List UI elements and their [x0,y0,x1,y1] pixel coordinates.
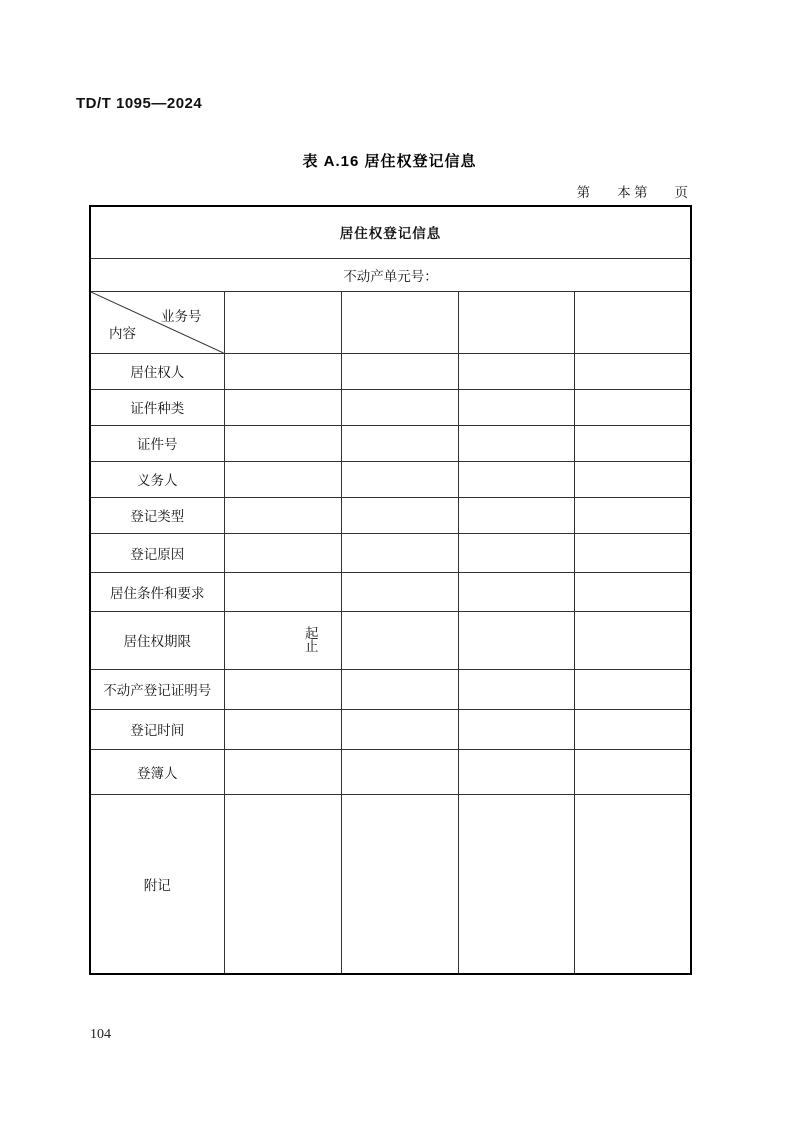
data-cell [574,425,691,461]
data-cell [574,572,691,611]
row-label: 不动产登记证明号 [90,669,224,709]
data-cell [341,425,458,461]
row-label: 登记原因 [90,533,224,572]
form-title: 居住权登记信息 [90,206,691,258]
unit-number-row [90,258,691,291]
data-cell [224,497,341,533]
residence-right-registration-table [89,205,692,975]
table-row [90,749,691,794]
table-row [90,709,691,749]
data-cell [458,425,574,461]
data-cell [224,709,341,749]
table-row-period [90,611,691,669]
data-cell [341,353,458,389]
data-cell [458,749,574,794]
data-cell [574,291,691,353]
data-cell [574,669,691,709]
row-label: 登簿人 [90,749,224,794]
data-cell [574,497,691,533]
data-cell [224,572,341,611]
data-cell [341,389,458,425]
data-cell [224,389,341,425]
data-cell [458,291,574,353]
data-cell [341,291,458,353]
data-cell [224,291,341,353]
data-cell [341,497,458,533]
data-cell [458,461,574,497]
data-cell [574,794,691,974]
corner-header-row [90,291,691,353]
row-label: 登记时间 [90,709,224,749]
data-cell [341,794,458,974]
data-cell [458,572,574,611]
content-label: 内容 [109,325,136,341]
row-label: 居住权人 [90,353,224,389]
data-cell [224,353,341,389]
data-cell [341,669,458,709]
data-cell [458,533,574,572]
row-label: 证件种类 [90,389,224,425]
data-cell [224,425,341,461]
unit-number-label: 不动产单元号： [90,258,691,291]
data-cell [458,389,574,425]
data-cell [458,669,574,709]
row-label: 义务人 [90,461,224,497]
table-row [90,533,691,572]
data-cell [458,497,574,533]
business-number-label: 业务号 [161,308,202,324]
table-row-remarks [90,794,691,974]
data-cell [574,389,691,425]
table-caption: 表 A.16 居住权登记信息 [302,153,477,170]
table-row [90,389,691,425]
data-cell [341,709,458,749]
data-cell [574,611,691,669]
data-cell [224,533,341,572]
period-start-end-cell [224,611,341,669]
data-cell [224,461,341,497]
data-cell [224,794,341,974]
data-cell [458,611,574,669]
row-label: 居住权期限 [90,611,224,669]
data-cell [458,709,574,749]
data-cell [574,461,691,497]
data-cell [458,794,574,974]
data-cell [341,572,458,611]
data-cell [341,749,458,794]
data-cell [224,669,341,709]
table-row [90,572,691,611]
table-row [90,669,691,709]
volume-page-indicator: 第 本 第 页 [576,185,688,200]
data-cell [574,353,691,389]
corner-cell [90,291,224,353]
data-cell [341,611,458,669]
data-cell [574,533,691,572]
data-cell [574,709,691,749]
table-row [90,461,691,497]
table-row [90,497,691,533]
row-label: 附记 [90,794,224,974]
data-cell [574,749,691,794]
table-row [90,425,691,461]
page-number: 104 [90,1027,111,1042]
row-label: 登记类型 [90,497,224,533]
period-start-label: 起 [305,625,319,641]
data-cell [224,749,341,794]
data-cell [341,461,458,497]
period-end-label: 止 [305,639,319,654]
data-cell [458,353,574,389]
table-row [90,353,691,389]
data-cell [341,533,458,572]
row-label: 证件号 [90,425,224,461]
table-header-row [90,206,691,258]
row-label: 居住条件和要求 [90,572,224,611]
doc-code: TD/T 1095—2024 [76,95,203,112]
